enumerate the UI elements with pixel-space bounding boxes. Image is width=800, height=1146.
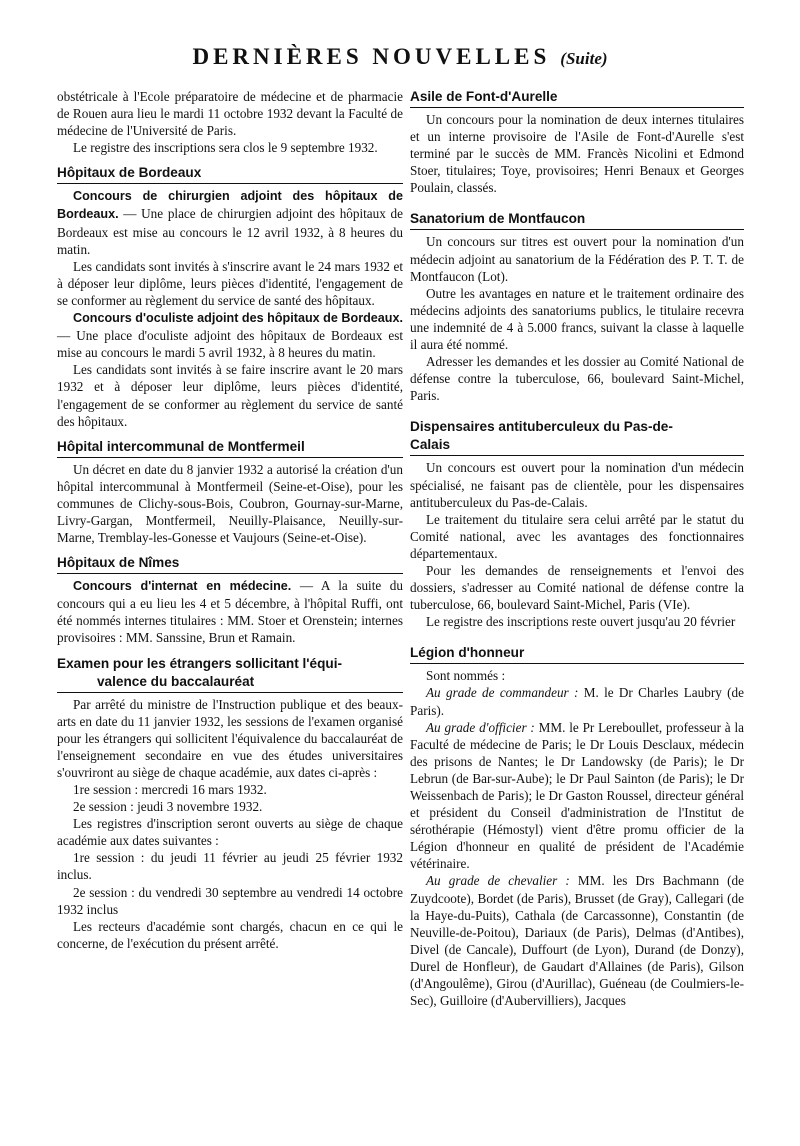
- examen-paragraph: Les recteurs d'académie sont chargés, chacun en ce qui le concerne, de l'exécution du présent arrêté.: [57, 918, 403, 951]
- section-heading-bordeaux: Hôpitaux de Bordeaux: [57, 164, 403, 184]
- intro-paragraph: Le registre des inscriptions sera clos le 9 septembre 1932.: [73, 140, 378, 156]
- section-heading-asile: Asile de Font-d'Aurelle: [410, 88, 744, 108]
- examen-session: 1re session : mercredi 16 mars 1932.: [73, 782, 267, 797]
- dispensaires-paragraph: Un concours est ouvert pour la nomination d'un médecin spécialisé, ne faisant pas de clientèle, pour les dispensaires antituberculeux du Pas-de-Calais.: [410, 460, 744, 510]
- legion-grade-commandeur: Au grade de commandeur : M. le Dr Charles Laubry (de Paris).: [410, 685, 744, 718]
- bordeaux-subheading: Concours d'oculiste adjoint des hôpitaux de Bordeaux.: [73, 311, 403, 326]
- legion-paragraph: Sont nommés :: [426, 668, 506, 684]
- intro-paragraph: obstétricale à l'Ecole préparatoire de médecine et de pharmacie de Rouen aura lieu le mardi 11 octobre 1932 devant la Faculté de médecine de l'Université de Paris.: [57, 89, 403, 139]
- asile-paragraph: Un concours pour la nomination de deux internes titulaires et un interne provisoire de l'Asile de Font-d'Aurelle s'est terminé par le succès de MM. Francès Nicolini et Edmond Stoer, titulaires; Toye, provisoires; Henri Benaux et Georges Poulain, classés.: [410, 112, 744, 196]
- bordeaux-paragraph: Concours de chirurgien adjoint des hôpitaux de Bordeaux. — Une place de chirurgien adjoint des hôpitaux de Bordeaux est mise au concours le 12 avril 1932, à 8 heures du matin.: [57, 189, 403, 257]
- section-heading-nimes: Hôpitaux de Nîmes: [57, 554, 403, 574]
- sanatorium-paragraph: Adresser les demandes et les dossier au Comité National de défense contre la tuberculose, 66, boulevard Saint-Michel, Paris.: [410, 354, 744, 404]
- section-heading-examen: Examen pour les étrangers sollicitant l'équi- valence du baccalauréat: [57, 655, 403, 693]
- legion-grade-chevalier: Au grade de chevalier : MM. les Drs Bachmann (de Zuydcoote), Bordet (de Paris), Brusset (de Gray), Callegari (de la Haye-du-Puits), Cathala (de Carcassonne), Constantin (de Neuville-de-Poitou), Dariaux (de Paris), Delmas (d'Antibes), Divel (de Cancale), Duffourt (de Lyon), Durand (de Donzy), Durel de Honfleur), de Gaudart d'Allaines (de Paris), Gilson (d'Angoulême), Girou (d'Aurillac), Guéneau (de Coulmiers-le-Sec), Guilloire (d'Aubervilliers), Jacques: [410, 873, 744, 1009]
- examen-paragraph: Les registres d'inscription seront ouverts au siège de chaque académie aux dates suivantes :: [57, 816, 403, 849]
- page-header: [0, 44, 800, 70]
- nimes-subheading: Concours d'internat en médecine.: [73, 579, 292, 594]
- examen-session: 2e session : du vendredi 30 septembre au vendredi 14 octobre 1932 inclus: [57, 884, 403, 917]
- section-heading-montfermeil: Hôpital intercommunal de Montfermeil: [57, 438, 403, 458]
- montfermeil-paragraph: Un décret en date du 8 janvier 1932 a autorisé la création d'un hôpital intercommunal à Montfermeil (Seine-et-Oise), pour les communes de Clichy-sous-Bois, Coubron, Gournay-sur-Marne, Livry-Gargan, Montfermeil, Neuilly-Plaisance, Neuilly-sur-Marne, Tremblay-les-Gonesse et Vaujours (Seine-et-Oise).: [57, 461, 403, 546]
- dispensaires-paragraph: Pour les demandes de renseignements et l'envoi des dossiers, s'adresser au Comité national de défense contre la tuberculose, 66, boulevard Saint-Michel, Paris (VIe).: [410, 562, 744, 613]
- bordeaux-paragraph: Les candidats sont invités à se faire inscrire avant le 20 mars 1932 et à déposer leur diplôme, leurs pièces d'identité, l'engagement de se conformer au règlement du service de santé des hôpitaux.: [57, 362, 403, 429]
- left-column: [57, 88, 403, 952]
- dispensaires-paragraph: Le registre des inscriptions reste ouvert jusqu'au 20 février: [426, 614, 736, 630]
- right-column: [410, 88, 744, 1009]
- section-heading-legion: Légion d'honneur: [410, 644, 744, 664]
- bordeaux-subheading: Concours de chirurgien adjoint des hôpitaux de Bordeaux.: [57, 189, 403, 222]
- nimes-paragraph: Concours d'internat en médecine. — A la suite du concours qui a eu lieu les 4 et 5 décembre, à l'hôpital Ruffi, ont été nommés internes titulaires : MM. Stoer et Orenstein; internes provisoires : MM. Sanssine, Brun et Ramain.: [57, 578, 403, 646]
- examen-session: 2e session : jeudi 3 novembre 1932.: [73, 799, 263, 815]
- sanatorium-paragraph: Un concours sur titres est ouvert pour la nomination d'un médecin adjoint au sanatorium de la Fédération des P. T. T. de Montfaucon (Lot).: [410, 234, 744, 284]
- section-heading-dispensaires: Dispensaires antituberculeux du Pas-de- Calais: [410, 418, 744, 456]
- legion-grade-officier: Au grade d'officier : MM. le Pr Lereboullet, professeur à la Faculté de médecine de Paris; le Dr Louis Desclaux, médecin des prisons de Nantes; le Dr Landowsky (de Paris); le Dr Lebrun (de Bar-sur-Aube); le Dr Paul Sainton (de Paris); le Dr Weissenbach de Paris); le Dr Gaston Roussel, directeur général et président du Conseil d'administration de l'Institut de sérothérapie (Hémostyl) vient d'être promu officier de la Légion d'honneur en qualité de président de l'Académie vétérinaire.: [410, 719, 744, 872]
- sanatorium-paragraph: Outre les avantages en nature et le traitement ordinaire des médecins adjoints des sanatoriums publics, le titulaire recevra une indemnité de 4 à 5.000 francs, suivant la classe à laquelle il aura été nommé.: [410, 285, 744, 353]
- bordeaux-paragraph: Les candidats sont invités à s'inscrire avant le 24 mars 1932 et à déposer leur diplôme, leurs pièces d'identité, l'engagement de se conformer au règlement du service de santé des hôpitaux.: [57, 258, 403, 308]
- examen-session: 1re session : du jeudi 11 février au jeudi 25 février 1932 inclus.: [57, 850, 403, 883]
- section-heading-sanatorium: Sanatorium de Montfaucon: [410, 210, 744, 230]
- dispensaires-paragraph: Le traitement du titulaire sera celui arrêté par le statut du Comité national, avec les avantages des fonctionnaires départementaux.: [410, 511, 744, 561]
- page-title-suite: (Suite): [560, 49, 608, 68]
- page-title: DERNIÈRES NOUVELLES: [192, 44, 551, 69]
- examen-paragraph: Par arrêté du ministre de l'Instruction publique et des beaux-arts en date du 11 janvier 1932, les sessions de l'examen organisé pour les étrangers qui sollicitent l'équivalence du baccalauréat de l'enseignement secondaire en vue des études universitaires s'ouvriront au siège de chaque académie, aux dates ci-après :: [57, 696, 403, 780]
- bordeaux-paragraph: Concours d'oculiste adjoint des hôpitaux de Bordeaux. — Une place d'oculiste adjoint des hôpitaux de Bordeaux est mise au concours le mardi 5 avril 1932, à 8 heures du matin.: [57, 311, 403, 361]
